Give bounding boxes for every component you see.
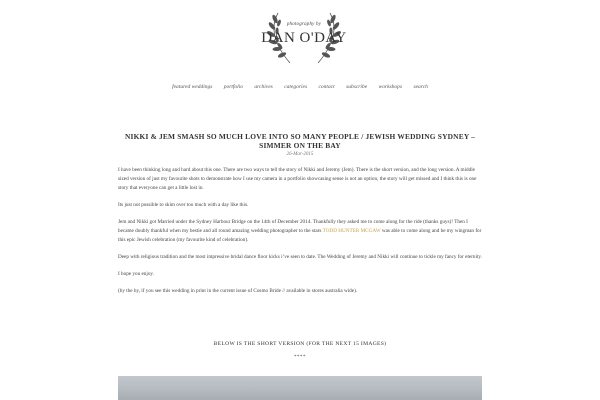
nav-item-contact[interactable]: contact (318, 84, 335, 90)
nav-item-featured-weddings[interactable]: featured weddings (172, 84, 213, 90)
post-paragraph: I have been thinking long and hard about this one. There are two ways to tell the story of Nikki and Jeremy (Jem). There is the short version, and the long version. A middle sized version of just my favourite shots to demonstrate how I use my camera in a portfolio showcasing sense is not an option, the story will get missed and I think this is one story that everyone can get a little lost in. (118, 167, 477, 192)
nav-item-search[interactable]: search (413, 84, 428, 90)
nav-item-subscribe[interactable]: subscribe (346, 84, 368, 90)
post-body (118, 166, 482, 304)
logo-tagline: photography by (286, 22, 322, 27)
logo-name: DAN O'DAY (261, 30, 347, 46)
post-title[interactable]: NIKKI & JEM SMASH SO MUCH LOVE INTO SO MANY PEOPLE / JEWISH WEDDING SYDNEY – SIMMER ON THE BAY (124, 132, 476, 150)
nav-item-workshops[interactable]: workshops (378, 84, 403, 90)
nav-item-portfolio[interactable]: portfolio (223, 84, 243, 90)
site-logo[interactable] (248, 5, 360, 71)
post-paragraph: (by the by, if you see this wedding in print in the current issue of Cosmo Bride // available in stores australia wide). (118, 287, 358, 294)
separator-stars: **** (294, 355, 306, 360)
paragraph-text: Jem and Nikki got Married under the Sydney Harbour Bridge on the 14th of December 2014. Thankfully they asked me to come along for the ride (thanks guys)! Then I became doubly thankful when my bestie and all round amazing wedding photographer to the stars (118, 219, 468, 235)
section-heading: BELOW IS THE SHORT VERSION (FOR THE NEXT 15 IMAGES) (213, 341, 387, 347)
photographer-link[interactable]: TODD HUNTER MCGAW (322, 228, 381, 235)
paragraph-text: was able to come along and be my wingman for this epic Jewish celebration (my favourite kind of celebration). (118, 228, 482, 244)
nav-item-categories[interactable]: categories (284, 84, 308, 90)
post-paragraph: I hope you enjoy. (118, 271, 154, 277)
nav-item-archives[interactable]: archives (254, 84, 273, 90)
post-date: 26-Mar-2015 (286, 152, 314, 157)
post-paragraph: Deep with religious tradition and the most impressive bridal dance floor kicks i’ve seen to date. The Wedding of Jeremy and Nikki will continue to tickle my fancy for eternity. (118, 254, 482, 261)
post-paragraph (118, 218, 482, 246)
wedding-photo (118, 376, 482, 400)
post-paragraph: Its just not possible to skim over too much with a day like this. (118, 202, 249, 209)
main-nav (0, 84, 600, 90)
